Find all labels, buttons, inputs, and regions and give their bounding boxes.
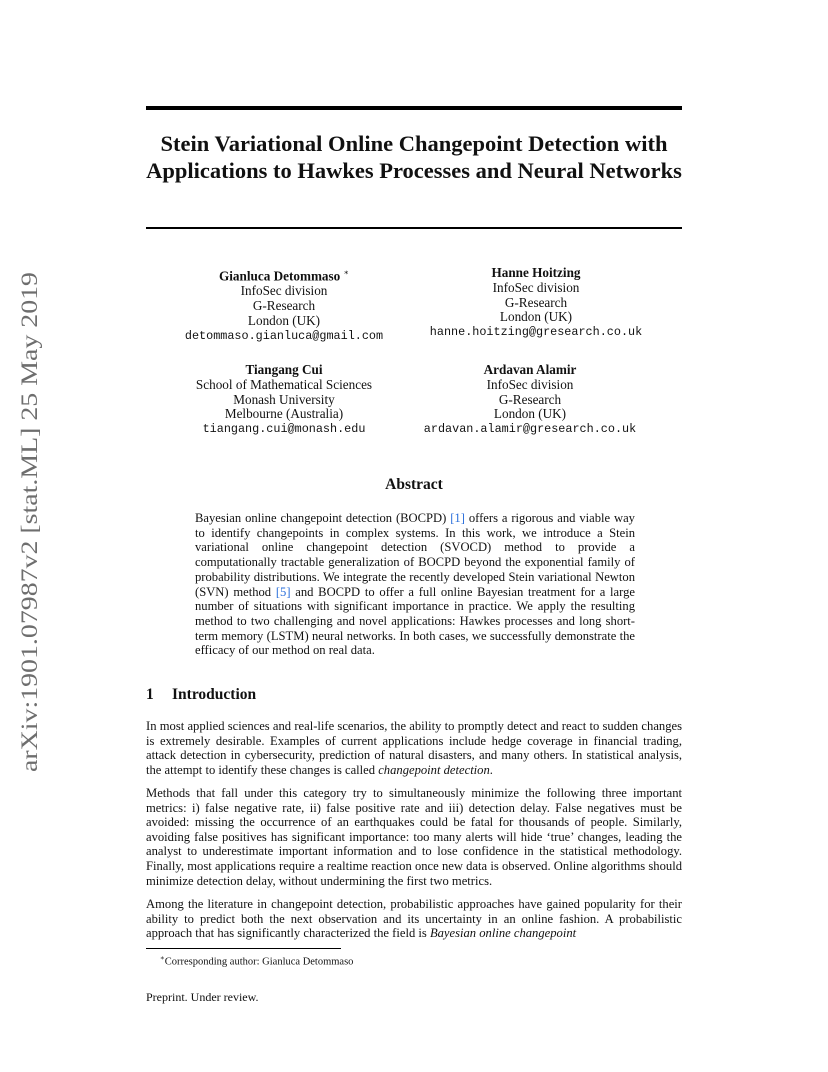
- abstract-text: Bayesian online changepoint detection (BOCPD): [195, 511, 451, 525]
- italic-term: Bayesian online changepoint: [429, 926, 577, 941]
- author-affiliation: Monash University: [233, 391, 335, 407]
- author-affiliation: Melbourne (Australia): [224, 406, 344, 422]
- citation-link[interactable]: [1]: [450, 511, 465, 525]
- footnote-rule: [146, 948, 341, 949]
- section-heading: [146, 686, 256, 704]
- paragraph-3: [146, 897, 682, 941]
- author-affiliation: G-Research: [252, 297, 316, 313]
- paragraph-2: Methods that fall under this category try to simultaneously minimize the following three important metrics: i) false negative rate, ii) false positive rate and iii) detection delay. False negatives must be avoided: missing the occurrence of an earthquakes could be fatal for thousands of people. Similarly, avoiding false positives has significant importance: too many alerts will hide ‘true’ changes, leading the analyst to underestimate important information and to lose confidence in the statistical methodology. Finally, most applications require a realtime reaction once new data is observed. Online algorithms should minimize detection delay, without undermining the first two metrics.: [146, 786, 682, 888]
- paragraph-text: In most applied sciences and real-life scenarios, the ability to promptly detect and react to sudden changes is extremely desirable. Examples of current applications include hedge coverage in financial trading, attack detection in cybersecurity, prediction of natural disasters, and many others. In statistical analysis, the attempt to identify these changes is called: [146, 719, 682, 777]
- author-email: ardavan.alamir@gresearch.co.uk: [423, 422, 637, 437]
- author-affiliation: London (UK): [247, 312, 321, 328]
- preprint-note: Preprint. Under review.: [146, 990, 259, 1004]
- citation-link[interactable]: [5]: [275, 584, 291, 599]
- author-block-2: [406, 266, 666, 340]
- abstract-body: [195, 511, 635, 658]
- paragraph-1: [146, 719, 682, 777]
- author-block-1: [154, 266, 414, 343]
- author-email: detommaso.gianluca@gmail.com: [184, 328, 384, 343]
- author-email: tiangang.cui@monash.edu: [202, 422, 366, 437]
- author-name: Gianluca Detommaso: [219, 268, 341, 284]
- italic-term: changepoint detection: [378, 762, 490, 777]
- author-affiliation: InfoSec division: [240, 283, 328, 299]
- author-block-3: [154, 363, 414, 437]
- paragraph-text: .: [489, 762, 493, 777]
- footnote: [160, 952, 353, 969]
- abstract-heading: Abstract: [385, 476, 443, 493]
- author-affiliation: G-Research: [504, 294, 568, 310]
- author-affiliation: InfoSec division: [492, 279, 580, 295]
- author-name: Hanne Hoitzing: [491, 265, 581, 280]
- author-name: Ardavan Alamir: [483, 362, 577, 377]
- footnote-text: Corresponding author: Gianluca Detommaso: [164, 956, 354, 968]
- title-bottom-rule: [146, 227, 682, 229]
- author-affiliation: London (UK): [493, 406, 567, 422]
- author-affiliation: London (UK): [499, 309, 573, 325]
- abstract-text: and BOCPD to offer a full online Bayesian treatment for a large number of situations with significant importance in practice. We apply the resulting method to two challenging and novel applications: Hawkes processes and long short-term memory (LSTM) neural networks. In both cases, we successfully demonstrate the efficacy of our method on real data.: [195, 584, 636, 658]
- author-email: hanne.hoitzing@gresearch.co.uk: [429, 325, 643, 340]
- footnote-mark: ∗: [160, 954, 165, 962]
- arxiv-id-text: arXiv:1901.07987v2 [stat.ML] 25 May 2019: [17, 350, 43, 772]
- abstract-text: offers a rigorous and viable way to identify changepoints in complex systems. In this work, we introduce a Stein variational online changepoint detection (SVOCD) method to provide a computationally tractable generalization of BOCPD beyond the exponential family of probability distributions. We integrate the recently developed Stein variational Newton (SVN) method: [195, 511, 635, 599]
- section-number: 1: [146, 686, 154, 703]
- arxiv-sidebar-id: [17, 272, 43, 772]
- author-affiliation: G-Research: [498, 391, 562, 407]
- author-footnote-mark: ∗: [343, 268, 349, 277]
- author-block-4: [400, 363, 660, 437]
- section-title: Introduction: [172, 686, 257, 703]
- title-top-rule: [146, 106, 682, 110]
- author-affiliation: School of Mathematical Sciences: [195, 376, 373, 392]
- paragraph-text: Among the literature in changepoint detection, probabilistic approaches have gained popularity for their ability to predict both the next observation and its uncertainty in an online fashion. A probabilistic approach that has significantly characterized the field is: [146, 897, 682, 941]
- author-name: Tiangang Cui: [245, 362, 323, 377]
- author-affiliation: InfoSec division: [486, 376, 574, 392]
- paper-title: Stein Variational Online Changepoint Detection with Applications to Hawkes Processes and Neural Networks: [146, 131, 682, 183]
